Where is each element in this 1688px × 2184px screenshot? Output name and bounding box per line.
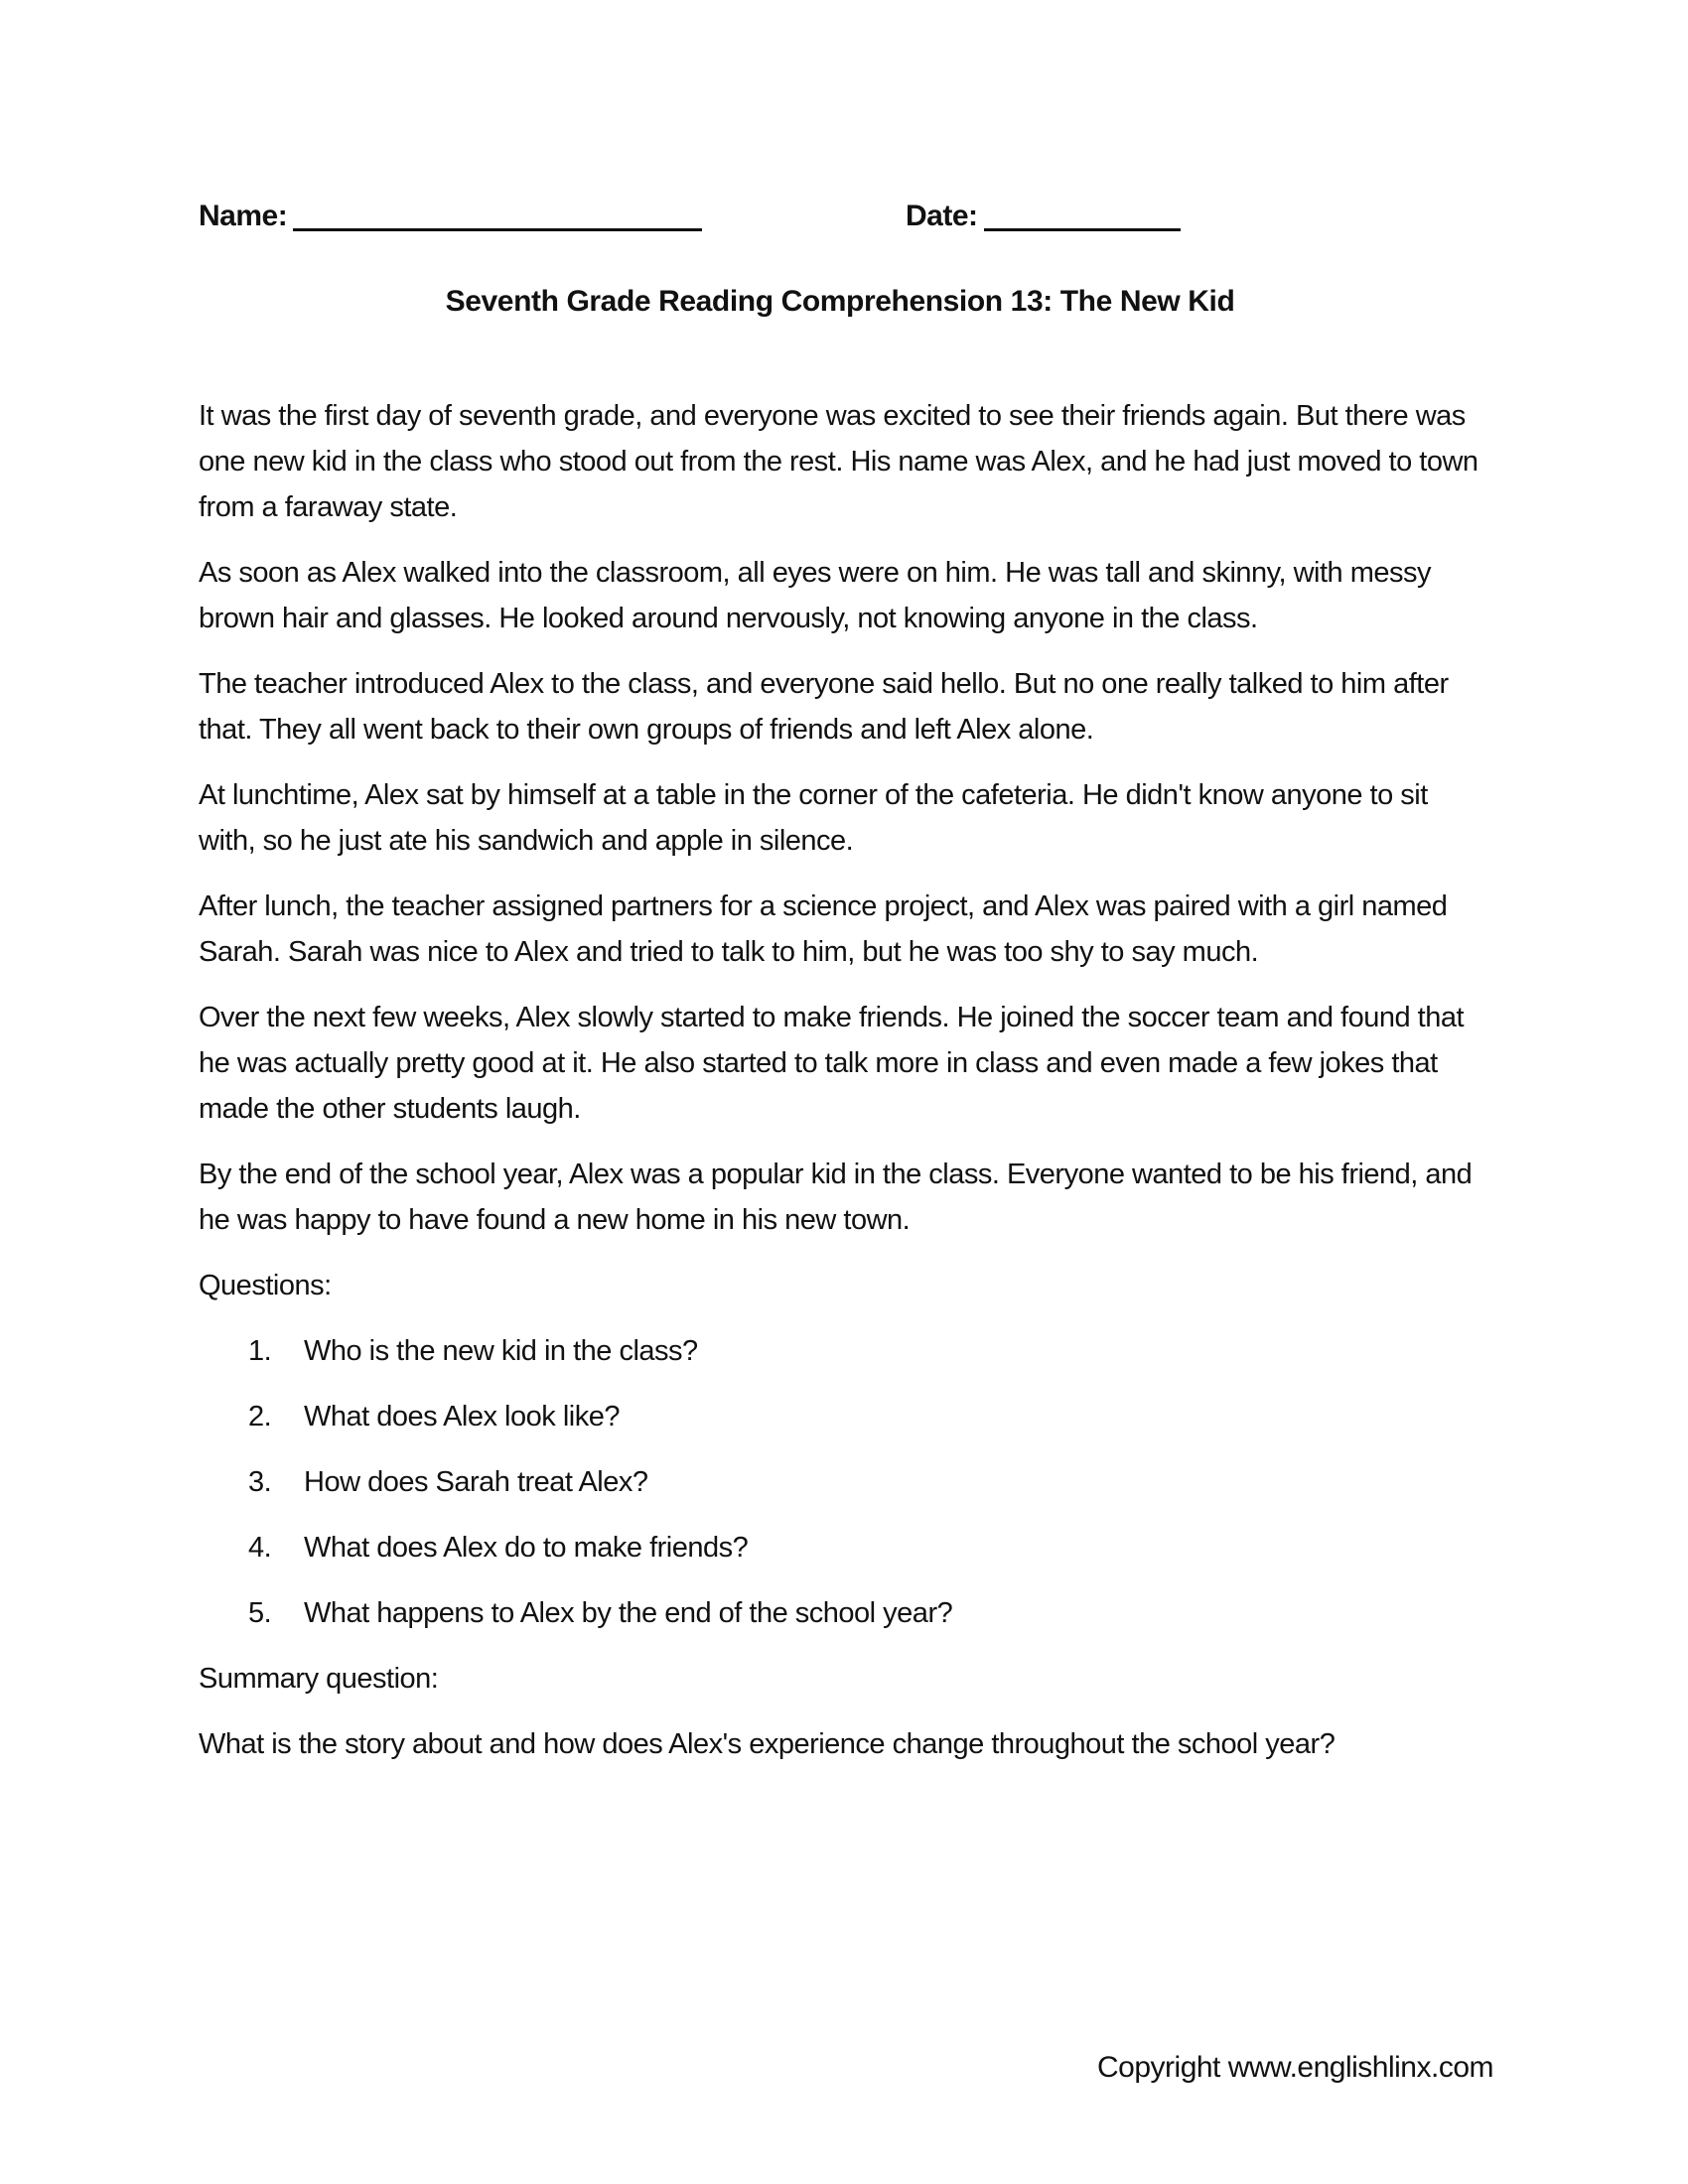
question-number: 5.	[248, 1597, 272, 1629]
footer-copyright: Copyright www.englishlinx.com	[1097, 2051, 1493, 2084]
story-paragraph: It was the first day of seventh grade, and everyone was excited to see their friends again. But there was one new kid in the class who stood out from the rest. His name was Alex, and he had just moved to town from a faraway state.	[199, 400, 1478, 523]
story-paragraph: By the end of the school year, Alex was a popular kid in the class. Everyone wanted to be his friend, and he was happy to have found a new home in his new town.	[199, 1159, 1473, 1236]
name-blank-line	[293, 199, 702, 231]
question-item	[199, 1394, 1481, 1439]
date-label: Date:	[906, 200, 978, 232]
questions-heading: Questions:	[199, 1270, 332, 1301]
header	[0, 199, 1688, 258]
story-paragraph: As soon as Alex walked into the classroom, all eyes were on him. He was tall and skinny, with messy brown hair and glasses. He looked around nervously, not knowing anyone in the class.	[199, 557, 1432, 634]
date-field-group	[906, 199, 1181, 233]
question-number: 4.	[248, 1532, 272, 1564]
question-text: How does Sarah treat Alex?	[304, 1466, 648, 1498]
question-item	[199, 1525, 1481, 1570]
worksheet-title: Seventh Grade Reading Comprehension 13: The New Kid	[445, 285, 1235, 318]
question-number: 2.	[248, 1401, 272, 1433]
question-text: What does Alex do to make friends?	[304, 1532, 749, 1564]
worksheet-body	[199, 393, 1481, 1787]
name-field-group	[199, 199, 702, 233]
story-paragraph: The teacher introduced Alex to the class, and everyone said hello. But no one really talked to him after that. They all went back to their own groups of friends and left Alex alone.	[199, 668, 1449, 746]
question-item	[199, 1328, 1481, 1374]
question-item	[199, 1459, 1481, 1505]
question-number: 1.	[248, 1335, 272, 1367]
question-item	[199, 1590, 1481, 1636]
summary-question: What is the story about and how does Alex's experience change throughout the school year?	[199, 1728, 1336, 1760]
question-text: What does Alex look like?	[304, 1401, 620, 1433]
question-text: What happens to Alex by the end of the school year?	[304, 1597, 953, 1629]
story-paragraph: Over the next few weeks, Alex slowly started to make friends. He joined the soccer team and found that he was actually pretty good at it. He also started to talk more in class and even made a few jokes that made the other students laugh.	[199, 1002, 1465, 1125]
story-paragraph: After lunch, the teacher assigned partners for a science project, and Alex was paired with a girl named Sarah. Sarah was nice to Alex and tried to talk to him, but he was too shy to say much.	[199, 890, 1448, 968]
name-label: Name:	[199, 200, 288, 232]
summary-heading: Summary question:	[199, 1663, 439, 1695]
question-text: Who is the new kid in the class?	[304, 1335, 698, 1367]
date-blank-line	[984, 199, 1181, 231]
question-number: 3.	[248, 1466, 272, 1498]
story-paragraph: At lunchtime, Alex sat by himself at a table in the corner of the cafeteria. He didn't know anyone to sit with, so he just ate his sandwich and apple in silence.	[199, 779, 1428, 857]
